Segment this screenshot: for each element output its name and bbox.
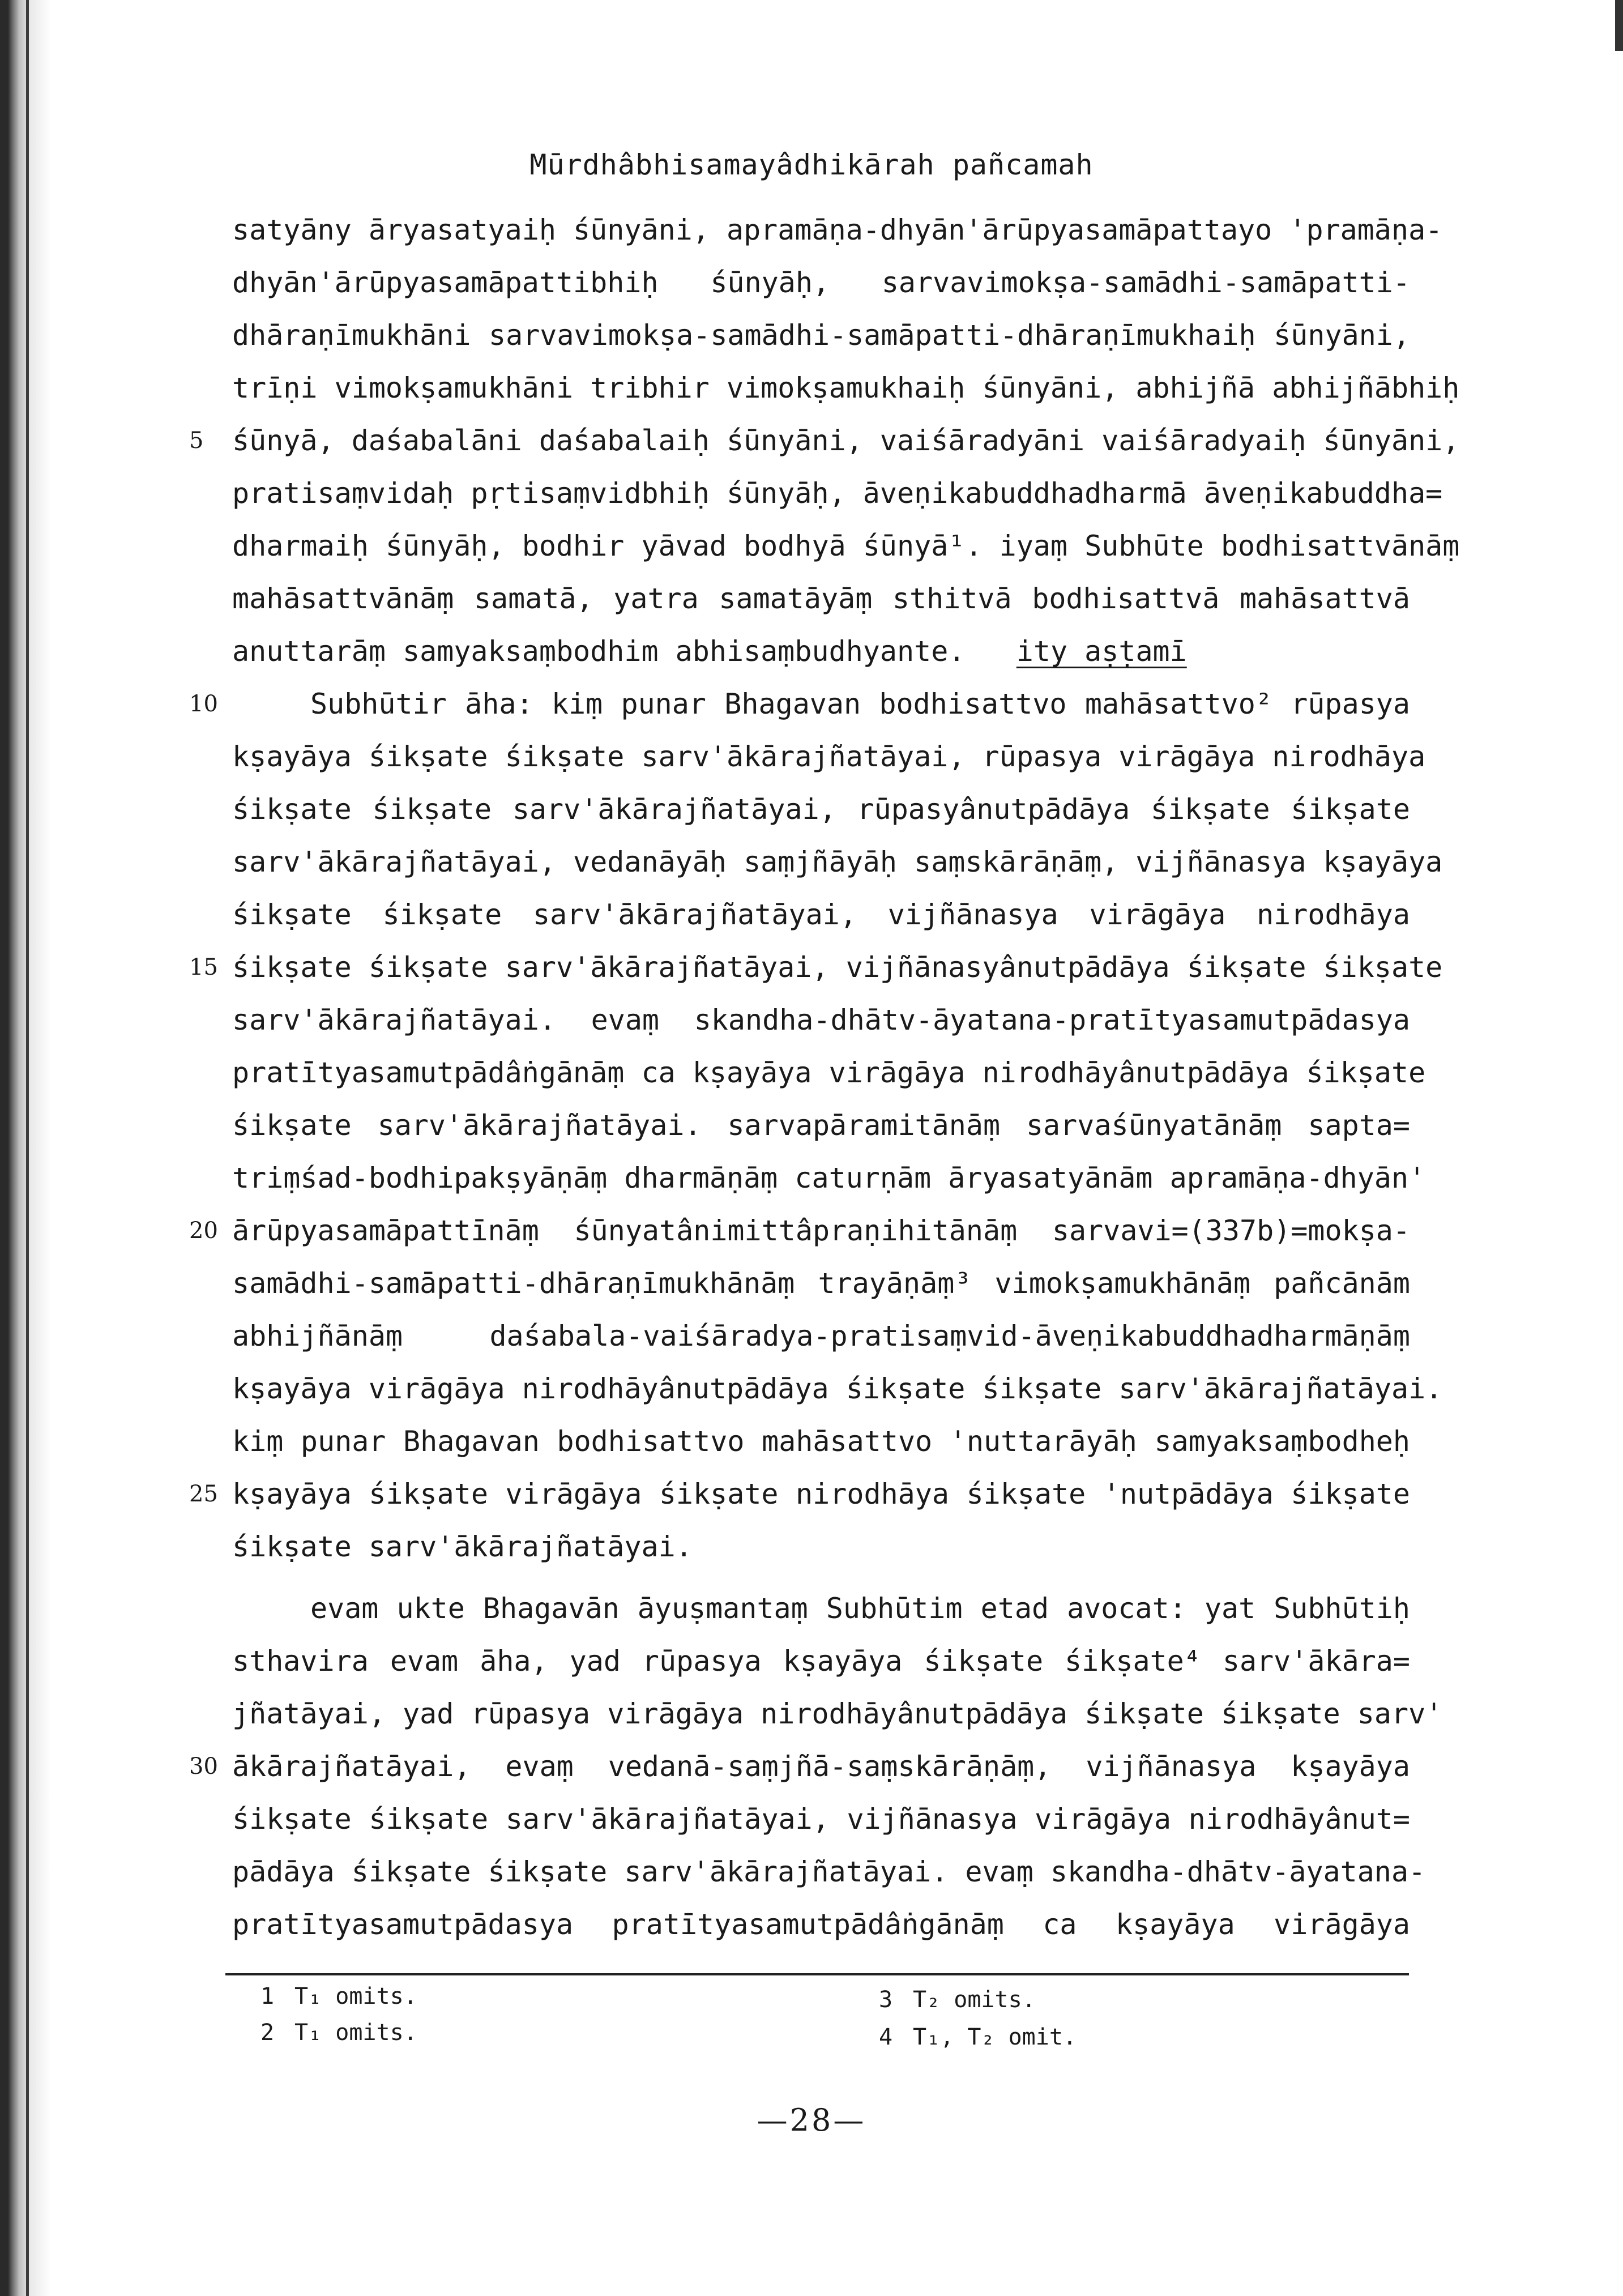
text-line: abhijñānāṃ daśabala-vaiśāradya-pratisaṃvid-āveṇikabuddhadharmāṇāṃ xyxy=(232,1320,1410,1352)
text-line: pādāya śikṣate śikṣate sarv'ākārajñatāyai. evaṃ skandha-dhātv-āyatana- xyxy=(232,1855,1426,1888)
footnote xyxy=(260,1982,417,2011)
footnote-number: 3 xyxy=(879,1987,893,2013)
text-line: satyāny āryasatyaiḥ śūnyāni, apramāṇa-dhyān'ārūpyasamāpattayo 'pramāṇa- xyxy=(232,214,1443,246)
line-number: 20 xyxy=(189,1218,218,1244)
text-line: triṃśad-bodhipakṣyāṇāṃ dharmāṇāṃ caturṇām āryasatyānām apramāṇa-dhyān' xyxy=(232,1162,1426,1194)
running-header: Mūrdhâbhisamayâdhikārah pañcamah xyxy=(529,148,1094,181)
text-line: sarv'ākārajñatāyai. evaṃ skandha-dhātv-āyatana-pratītyasamutpādasya xyxy=(232,1004,1410,1036)
text-line: evam ukte Bhagavān āyuṣmantaṃ Subhūtim etad avocat: yat Subhūtiḥ xyxy=(310,1592,1410,1625)
text-line: Subhūtir āha: kiṃ punar Bhagavan bodhisattvo mahāsattvo² rūpasya xyxy=(310,688,1410,720)
text-line: sarv'ākārajñatāyai, vedanāyāḥ saṃjñāyāḥ saṃskārāṇāṃ, vijñānasya kṣayāya xyxy=(232,846,1443,878)
text-line: kiṃ punar Bhagavan bodhisattvo mahāsattvo 'nuttarāyāḥ samyaksaṃbodheḥ xyxy=(232,1425,1410,1458)
scan-border-left xyxy=(0,0,51,2296)
text-line: sthavira evam āha, yad rūpasya kṣayāya śikṣate śikṣate⁴ sarv'ākāra= xyxy=(232,1645,1410,1678)
line-number: 30 xyxy=(189,1753,218,1779)
scan-artifact-corner xyxy=(1615,0,1623,51)
text-line: ārūpyasamāpattīnāṃ śūnyatânimittâpraṇihitānāṃ sarvavi=(337b)=mokṣa- xyxy=(232,1214,1410,1247)
line-number: 15 xyxy=(189,954,218,980)
page-number: —28— xyxy=(757,2102,866,2138)
text-line: śikṣate śikṣate sarv'ākārajñatāyai, rūpasyânutpādāya śikṣate śikṣate xyxy=(232,793,1410,826)
footnote xyxy=(879,1986,1036,2014)
section-end-marker: ity aṣṭamī xyxy=(1016,635,1187,668)
text-line: jñatāyai, yad rūpasya virāgāya nirodhāyânutpādāya śikṣate śikṣate sarv' xyxy=(232,1697,1443,1730)
line-number: 10 xyxy=(189,691,218,717)
text-line: dhāraṇīmukhāni sarvavimokṣa-samādhi-samāpatti-dhāraṇīmukhaiḥ śūnyāni, xyxy=(232,319,1410,352)
text-line: samādhi-samāpatti-dhāraṇīmukhānāṃ trayāṇāṃ³ vimokṣamukhānāṃ pañcānām xyxy=(232,1267,1410,1300)
text-line: śikṣate sarv'ākārajñatāyai. xyxy=(232,1530,693,1563)
footnote xyxy=(260,2018,417,2047)
line-number: 25 xyxy=(189,1481,218,1507)
text-line: dhyān'ārūpyasamāpattibhiḥ śūnyāḥ, sarvavimokṣa-samādhi-samāpatti- xyxy=(232,266,1410,299)
footnote-text: T₂ omits. xyxy=(913,1987,1036,2013)
text-line: kṣayāya śikṣate virāgāya śikṣate nirodhāya śikṣate 'nutpādāya śikṣate xyxy=(232,1478,1410,1510)
text-line: pratisaṃvidaḥ pṛtisaṃvidbhiḥ śūnyāḥ, āveṇikabuddhadharmā āveṇikabuddha= xyxy=(232,477,1443,510)
text-line: mahāsattvānāṃ samatā, yatra samatāyāṃ sthitvā bodhisattvā mahāsattvā xyxy=(232,582,1410,615)
footnote-text: T₁ omits. xyxy=(294,2020,417,2046)
text-line: śikṣate śikṣate sarv'ākārajñatāyai, vijñānasya virāgāya nirodhāyânut= xyxy=(232,1803,1410,1836)
text-line: śikṣate śikṣate sarv'ākārajñatāyai, vijñānasya virāgāya nirodhāya xyxy=(232,898,1410,931)
text-line: ākārajñatāyai, evaṃ vedanā-saṃjñā-saṃskārāṇāṃ, vijñānasya kṣayāya xyxy=(232,1750,1410,1783)
text-line xyxy=(232,634,1410,668)
text-line: śikṣate sarv'ākārajñatāyai. sarvapāramitānāṃ sarvaśūnyatānāṃ sapta= xyxy=(232,1109,1410,1142)
footnote-number: 2 xyxy=(260,2020,275,2046)
footnote xyxy=(879,2023,1077,2051)
scan-artifact-line xyxy=(26,0,29,2296)
footnote-number: 1 xyxy=(260,1983,275,2009)
footnote-rule xyxy=(225,1973,1409,1975)
text-line: pratītyasamutpādâṅgānāṃ ca kṣayāya virāgāya nirodhāyânutpādāya śikṣate xyxy=(232,1056,1426,1089)
footnote-number: 4 xyxy=(879,2024,893,2050)
text-line: śikṣate śikṣate sarv'ākārajñatāyai, vijñānasyânutpādāya śikṣate śikṣate xyxy=(232,951,1443,984)
text-line: pratītyasamutpādasya pratītyasamutpādâṅgānāṃ ca kṣayāya virāgāya xyxy=(232,1908,1410,1941)
line-number: 5 xyxy=(189,428,204,454)
footnote-text: T₁ omits. xyxy=(294,1983,417,2009)
text-line-content: anuttarāṃ samyaksaṃbodhim abhisaṃbudhyante. xyxy=(232,635,966,668)
text-line: trīṇi vimokṣamukhāni tribhir vimokṣamukhaiḥ śūnyāni, abhijñā abhijñābhiḥ xyxy=(232,372,1460,404)
text-line: kṣayāya śikṣate śikṣate sarv'ākārajñatāyai, rūpasya virāgāya nirodhāya xyxy=(232,740,1426,773)
text-line: kṣayāya virāgāya nirodhāyânutpādāya śikṣate śikṣate sarv'ākārajñatāyai. xyxy=(232,1372,1443,1405)
text-line: śūnyā, daśabalāni daśabalaiḥ śūnyāni, vaiśāradyāni vaiśāradyaiḥ śūnyāni, xyxy=(232,424,1460,457)
text-line: dharmaiḥ śūnyāḥ, bodhir yāvad bodhyā śūnyā¹. iyaṃ Subhūte bodhisattvānāṃ xyxy=(232,530,1460,562)
footnote-text: T₁, T₂ omit. xyxy=(913,2024,1077,2050)
